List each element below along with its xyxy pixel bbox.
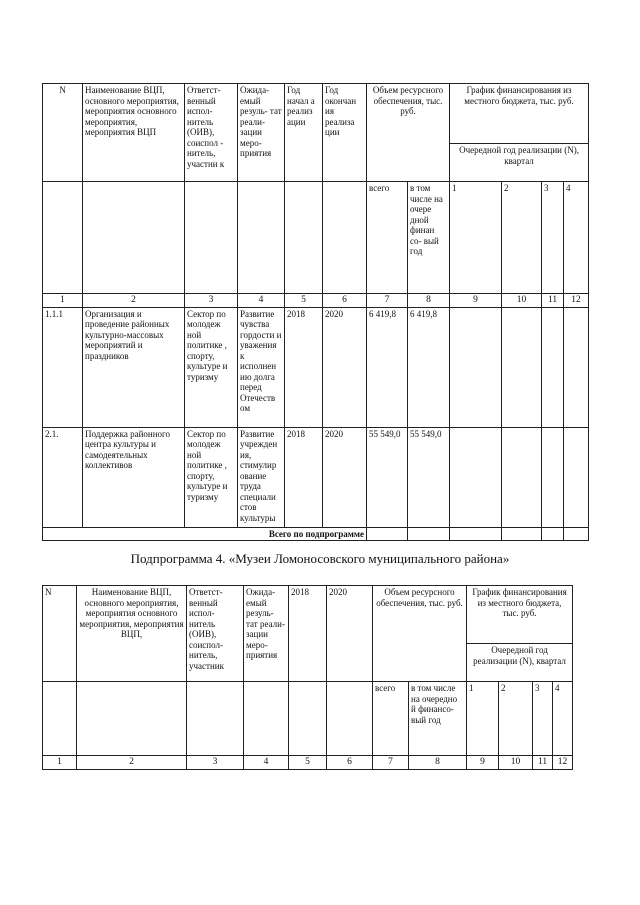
row-name: Поддержка районного центра культуры и самодеятельных коллективов [83, 427, 185, 527]
header-n: N [43, 586, 77, 682]
header-including: в том числе на очере дной финан со- вый год [408, 182, 450, 294]
row-start: 2018 [285, 307, 323, 427]
header-start-year: Год начал а реализ ации [285, 84, 323, 182]
colnum: 12 [564, 294, 589, 308]
header-q2: 2 [499, 682, 533, 756]
row-result: Развитие учрежден ия, стимулир ование труда специали стов культуры [238, 427, 285, 527]
header-next-year: Очередной год реализации (N), квартал [467, 644, 573, 682]
header-name: Наименование ВЦП, основного мероприятия, мероприятия основного мероприятия, мероприятия ВЦП, [77, 586, 187, 682]
header-schedule: График финансирования из местного бюджета, тыс. руб. [467, 586, 573, 644]
header-start-year: 2018 [289, 586, 327, 682]
row-total: 6 419,8 [367, 307, 408, 427]
colnum: 6 [323, 294, 367, 308]
colnum: 11 [533, 756, 553, 770]
row-end: 2020 [323, 307, 367, 427]
header-total: всего [373, 682, 409, 756]
header-q3: 3 [542, 182, 564, 294]
colnum: 1 [43, 756, 77, 770]
header-end-year: 2020 [327, 586, 373, 682]
header-next-year: Очередной год реализации (N), квартал [450, 144, 589, 182]
colnum: 9 [450, 294, 502, 308]
row-name: Организация и проведение районных культурно-массовых мероприятий и праздников [83, 307, 185, 427]
colnum: 3 [187, 756, 244, 770]
colnum: 8 [408, 294, 450, 308]
total-row [43, 527, 589, 541]
subprogram-title: Подпрограмма 4. «Музеи Ломоносовского муниципального района» [130, 551, 510, 566]
colnum: 11 [542, 294, 564, 308]
header-n: N [43, 84, 83, 182]
row-total: 55 549,0 [367, 427, 408, 527]
colnum: 10 [499, 756, 533, 770]
colnum: 10 [502, 294, 542, 308]
row-start: 2018 [285, 427, 323, 527]
header-q3: 3 [533, 682, 553, 756]
row-including: 6 419,8 [408, 307, 450, 427]
colnum: 3 [185, 294, 238, 308]
header-result: Ожида- емый резуль- тат реали- зации меро- приятия [244, 586, 289, 682]
row-responsible: Сектор по молодеж ной политике , спорту, культуре и туризму [185, 427, 238, 527]
row-number: 2.1. [43, 427, 83, 527]
colnum: 2 [77, 756, 187, 770]
header-name: Наименование ВЦП, основного мероприятия, мероприятия основного мероприятия, мероприятия ВЦП [83, 84, 185, 182]
header-q1: 1 [450, 182, 502, 294]
header-schedule: График финансирования из местного бюджета, тыс. руб. [450, 84, 589, 144]
total-label: Всего по подпрограмме [43, 527, 367, 541]
colnum: 7 [373, 756, 409, 770]
header-total: всего [367, 182, 408, 294]
header-q1: 1 [467, 682, 499, 756]
header-responsible: Ответст- венный испол- нитель (ОИВ), соиспол- нитель, участник [187, 586, 244, 682]
header-result: Ожида- емый резуль- тат реали- зации меро- приятия [238, 84, 285, 182]
header-end-year: Год окончан ия реализа ции [323, 84, 367, 182]
program-table-1 [42, 83, 589, 541]
row-result: Развитие чувства гордости и уважения к исполнен ию долга перед Отечеств ом [238, 307, 285, 427]
colnum: 5 [289, 756, 327, 770]
header-responsible: Ответст- венный испол- нитель (ОИВ), соиспол - нитель, участни к [185, 84, 238, 182]
table-row [43, 427, 589, 527]
header-including: в том числе на очередно й финансо- вый год [409, 682, 467, 756]
program-table-2 [42, 585, 573, 770]
row-number: 1.1.1 [43, 307, 83, 427]
colnum: 4 [244, 756, 289, 770]
row-responsible: Сектор по молодеж ной политике , спорту, культуре и туризму [185, 307, 238, 427]
colnum: 5 [285, 294, 323, 308]
row-end: 2020 [323, 427, 367, 527]
header-q4: 4 [553, 682, 573, 756]
header-volume: Объем ресурсного обеспечения, тыс. руб. [367, 84, 450, 182]
colnum: 12 [553, 756, 573, 770]
colnum: 2 [83, 294, 185, 308]
header-q4: 4 [564, 182, 589, 294]
row-including: 55 549,0 [408, 427, 450, 527]
table-row [43, 307, 589, 427]
colnum: 6 [327, 756, 373, 770]
colnum: 4 [238, 294, 285, 308]
colnum: 1 [43, 294, 83, 308]
header-volume: Объем ресурсного обеспечения, тыс. руб. [373, 586, 467, 682]
colnum: 9 [467, 756, 499, 770]
colnum: 8 [409, 756, 467, 770]
colnum: 7 [367, 294, 408, 308]
header-q2: 2 [502, 182, 542, 294]
